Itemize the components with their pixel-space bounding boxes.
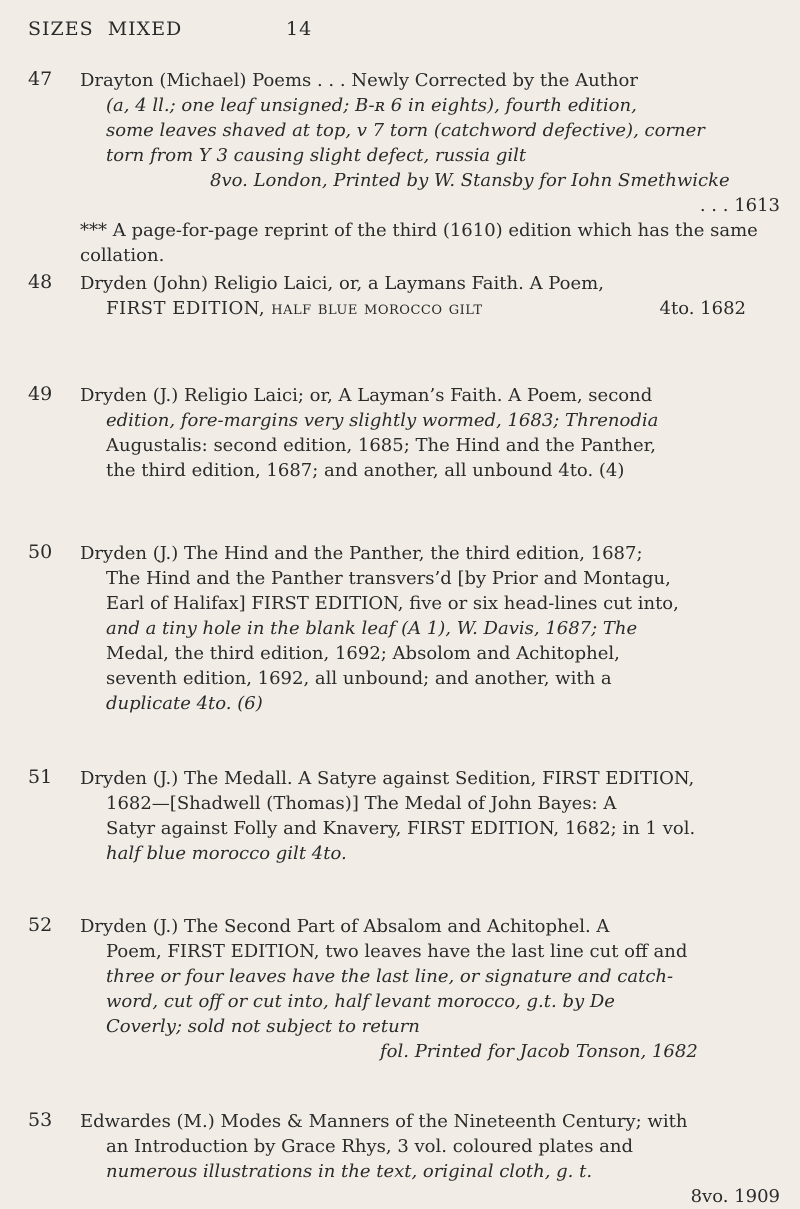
line: . . . 1613 <box>699 195 780 216</box>
line: 8vo. 1909 <box>690 1186 780 1207</box>
lot-description <box>80 383 780 483</box>
line: Dryden (John) Religio Laici, or, a Laymans Faith. A Poem, <box>80 273 604 294</box>
line: Poem, FIRST EDITION, two leaves have the last line cut off and <box>106 941 688 962</box>
lot-description <box>80 1109 780 1209</box>
line: 1682—[Shadwell (Thomas)] The Medal of John Bayes: A <box>106 793 617 814</box>
lot-description <box>80 271 780 321</box>
lot-description <box>80 541 780 716</box>
line: Augustalis: second edition, 1685; The Hind and the Panther, <box>106 435 656 456</box>
line: (a, 4 ll.; one leaf unsigned; B-ʀ 6 in eights), fourth edition, <box>106 95 637 116</box>
lot-53 <box>28 1109 780 1209</box>
line: Dryden (J.) Religio Laici; or, A Layman’s Faith. A Poem, second <box>80 385 653 406</box>
line: Dryden (J.) The Second Part of Absalom and Achitophel. A <box>80 916 610 937</box>
line: duplicate 4to. (6) <box>106 693 263 714</box>
line: fol. Printed for Jacob Tonson, 1682 <box>380 1041 698 1062</box>
lot-50 <box>28 541 780 766</box>
lot-number: 50 <box>28 541 53 563</box>
lot-number: 48 <box>28 271 53 293</box>
line: Dryden (J.) The Hind and the Panther, the third edition, 1687; <box>80 543 643 564</box>
line: Drayton (Michael) Poems . . . Newly Corrected by the Author <box>80 70 638 91</box>
line: 8vo. London, Printed by W. Stansby for Iohn Smethwicke <box>210 170 730 191</box>
line: FIRST EDITION, half blue morocco gilt <box>106 298 483 319</box>
lot-number: 49 <box>28 383 53 405</box>
running-head: SIZES MIXED <box>28 18 183 40</box>
lot-49 <box>28 383 780 541</box>
page-header <box>28 18 772 46</box>
lot-number: 52 <box>28 914 53 936</box>
line: Coverly; sold not subject to return <box>106 1016 420 1037</box>
line: three or four leaves have the last line, or signature and catch- <box>106 966 674 987</box>
line: Earl of Halifax] FIRST EDITION, five or six head-lines cut into, <box>106 593 679 614</box>
lot-description <box>80 766 780 866</box>
lot-list <box>28 68 780 1209</box>
lot-47 <box>28 68 780 271</box>
line: Satyr against Folly and Knavery, FIRST EDITION, 1682; in 1 vol. <box>106 818 696 839</box>
lot-number: 53 <box>28 1109 53 1131</box>
format-date: 4to. 1682 <box>659 298 746 319</box>
lot-number: 47 <box>28 68 53 90</box>
lot-note: *** A page-for-page reprint of the third (1610) edition which has the same collation. <box>80 220 758 266</box>
line: word, cut off or cut into, half levant morocco, g.t. by De <box>106 991 615 1012</box>
line: half blue morocco gilt 4to. <box>106 843 347 864</box>
lot-description <box>80 914 780 1064</box>
line: the third edition, 1687; and another, all unbound 4to. (4) <box>106 460 625 481</box>
lot-48 <box>28 271 780 383</box>
line: Dryden (J.) The Medall. A Satyre against Sedition, FIRST EDITION, <box>80 768 695 789</box>
lot-description <box>80 68 780 268</box>
line: seventh edition, 1692, all unbound; and another, with a <box>106 668 612 689</box>
lot-52 <box>28 914 780 1109</box>
line: numerous illustrations in the text, original cloth, g. t. <box>106 1161 593 1182</box>
line: and a tiny hole in the blank leaf (A 1), W. Davis, 1687; The <box>106 618 638 639</box>
page-number: 14 <box>286 18 313 40</box>
line: torn from Y 3 causing slight defect, russia gilt <box>106 145 527 166</box>
line: edition, fore-margins very slightly wormed, 1683; Threnodia <box>106 410 659 431</box>
line: Edwardes (M.) Modes & Manners of the Nineteenth Century; with <box>80 1111 688 1132</box>
lot-51 <box>28 766 780 914</box>
lot-number: 51 <box>28 766 53 788</box>
line: The Hind and the Panther transvers’d [by Prior and Montagu, <box>106 568 671 589</box>
line: some leaves shaved at top, v 7 torn (catchword defective), corner <box>106 120 705 141</box>
line: Medal, the third edition, 1692; Absolom and Achitophel, <box>106 643 620 664</box>
line: an Introduction by Grace Rhys, 3 vol. coloured plates and <box>106 1136 634 1157</box>
